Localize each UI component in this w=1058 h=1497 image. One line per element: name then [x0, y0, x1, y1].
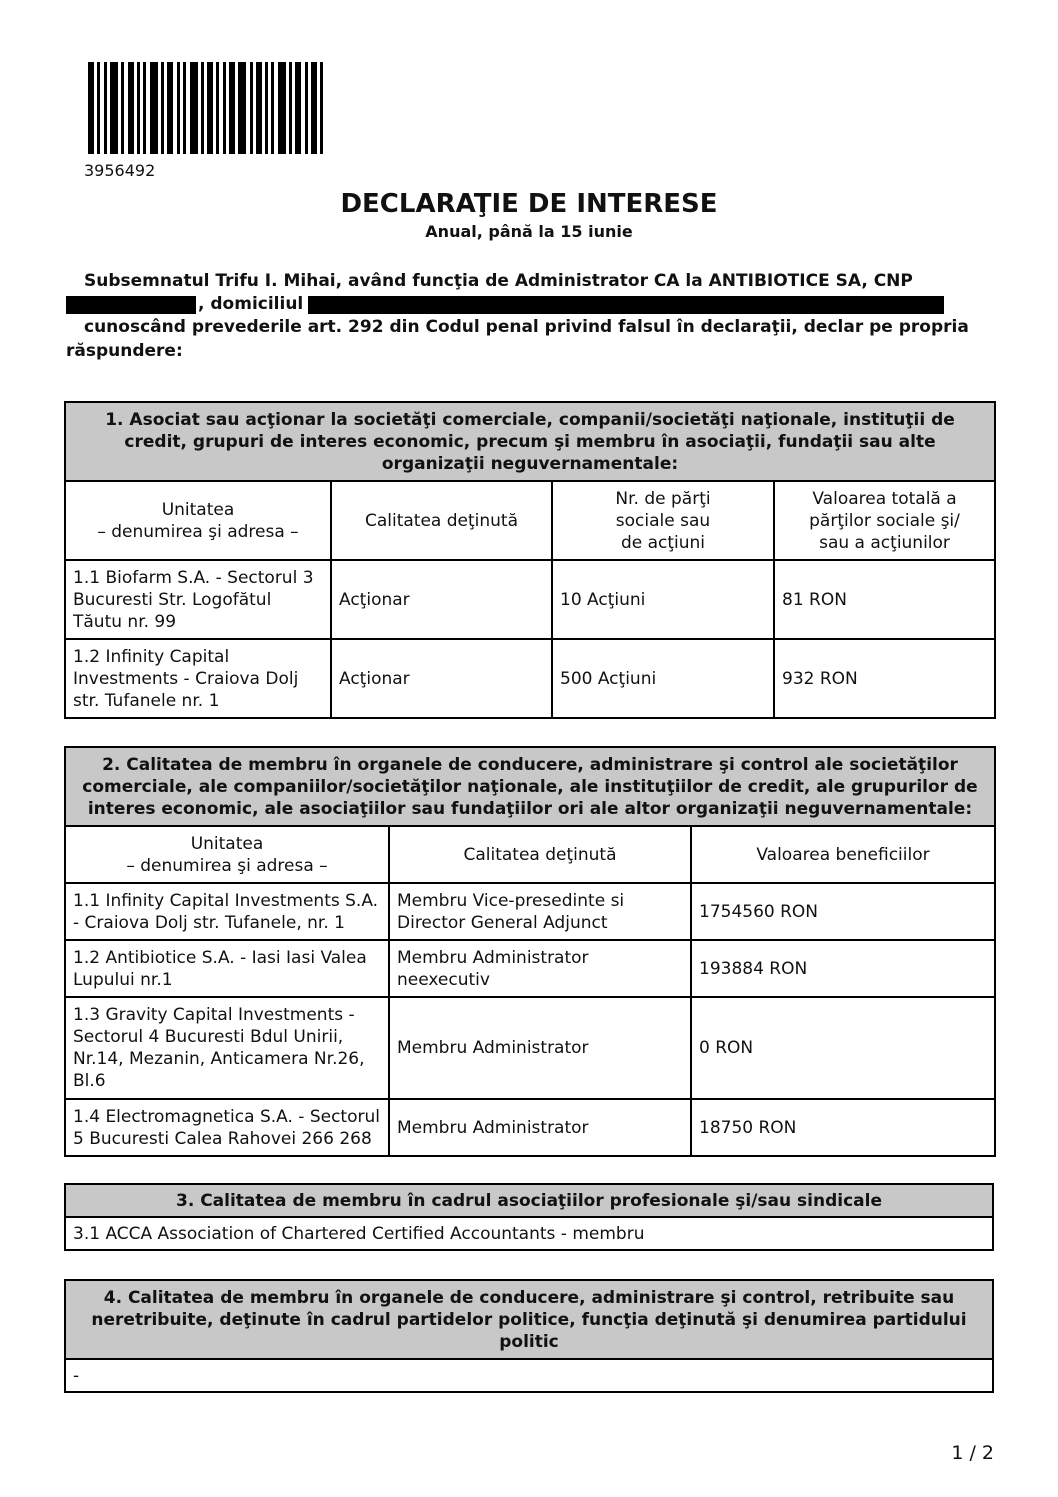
document-number: 3956492: [84, 161, 156, 180]
table-row: [65, 1099, 995, 1156]
section-4-table: [64, 1279, 994, 1393]
shares-cell: 10 Acţiuni: [552, 560, 774, 639]
column-header: Valoarea beneficiilor: [691, 826, 995, 883]
redacted-cnp: [66, 296, 196, 314]
section-2-title: 2. Calitatea de membru în organele de conducere, administrare şi control ale societăţilor comerciale, ale companiilor/societăţilor naţionale, ale instituţiilor de credit, ale grupurilor de interes economic, ale asociaţiilor sau fundaţiilor ori ale altor organizaţii neguvernamentale:: [65, 747, 995, 826]
role-cell: Membru Administrator: [389, 1099, 691, 1156]
barcode: [88, 62, 574, 154]
page-indicator: 1 / 2: [951, 1442, 994, 1464]
page-title: DECLARAŢIE DE INTERESE: [340, 189, 718, 219]
section-1-title: 1. Asociat sau acţionar la societăţi comerciale, companii/societăţi naţionale, instituţii de credit, grupuri de interes economic, precum şi membru în asociaţii, fundaţii sau alte organizaţii neguvernamentale:: [65, 402, 995, 481]
shares-cell: 500 Acţiuni: [552, 639, 774, 718]
role-cell: Membru Administrator: [389, 997, 691, 1099]
table-row: [65, 1359, 993, 1392]
section-1-header-row: [65, 481, 995, 560]
intro-line-3: cunoscând prevederile art. 292 din Codul penal privind falsul în declaraţii, declar pe propria: [84, 317, 969, 337]
intro-line-2: , domiciliul: [198, 294, 304, 314]
section-3-title: 3. Calitatea de membru în cadrul asociaţiilor profesionale şi/sau sindicale: [65, 1184, 993, 1217]
role-cell: Acţionar: [331, 560, 552, 639]
benefit-cell: 193884 RON: [691, 940, 995, 997]
unit-cell: 1.1 Infinity Capital Investments S.A. - Craiova Dolj str. Tufanele, nr. 1: [65, 883, 389, 940]
unit-cell: 1.1 Biofarm S.A. - Sectorul 3 Bucuresti Str. Logofătul Tăutu nr. 99: [65, 560, 331, 639]
section-1-table: [64, 401, 996, 719]
unit-cell: 1.3 Gravity Capital Investments - Sectorul 4 Bucuresti Bdul Unirii, Nr.14, Mezanin, Anticamera Nr.26, Bl.6: [65, 997, 389, 1099]
value-cell: 81 RON: [774, 560, 995, 639]
unit-cell: 1.2 Antibiotice S.A. - Iasi Iasi Valea Lupului nr.1: [65, 940, 389, 997]
benefit-cell: 18750 RON: [691, 1099, 995, 1156]
page-subtitle: Anual, până la 15 iunie: [425, 222, 633, 241]
role-cell: Acţionar: [331, 639, 552, 718]
column-header: Nr. de părţi sociale sau de acţiuni: [552, 481, 774, 560]
section-2-header-row: [65, 826, 995, 883]
redacted-address: [308, 296, 944, 314]
political-role-cell: -: [65, 1359, 993, 1392]
column-header: Unitatea – denumirea şi adresa –: [65, 826, 389, 883]
table-row: [65, 940, 995, 997]
benefit-cell: 0 RON: [691, 997, 995, 1099]
membership-cell: 3.1 ACCA Association of Chartered Certified Accountants - membru: [65, 1217, 993, 1250]
unit-cell: 1.4 Electromagnetica S.A. - Sectorul 5 Bucuresti Calea Rahovei 266 268: [65, 1099, 389, 1156]
unit-cell: 1.2 Infinity Capital Investments - Craiova Dolj str. Tufanele nr. 1: [65, 639, 331, 718]
role-cell: Membru Administrator neexecutiv: [389, 940, 691, 997]
table-row: [65, 1217, 993, 1250]
intro-line-4: răspundere:: [66, 341, 183, 361]
column-header: Calitatea deţinută: [389, 826, 691, 883]
table-row: [65, 639, 995, 718]
benefit-cell: 1754560 RON: [691, 883, 995, 940]
section-2-table: [64, 746, 996, 1157]
column-header: Calitatea deţinută: [331, 481, 552, 560]
section-3-table: [64, 1183, 994, 1251]
section-4-title: 4. Calitatea de membru în organele de conducere, administrare şi control, retribuite sau neretribuite, deţinute în cadrul partidelor politice, funcţia deţinută şi denumirea partidului politic: [65, 1280, 993, 1359]
role-cell: Membru Vice-presedinte si Director General Adjunct: [389, 883, 691, 940]
table-row: [65, 997, 995, 1099]
table-row: [65, 883, 995, 940]
intro-line-1: Subsemnatul Trifu I. Mihai, având funcţia de Administrator CA la ANTIBIOTICE SA, CNP: [84, 271, 913, 291]
column-header: Unitatea – denumirea şi adresa –: [65, 481, 331, 560]
value-cell: 932 RON: [774, 639, 995, 718]
table-row: [65, 560, 995, 639]
column-header: Valoarea totală a părţilor sociale şi/ sau a acţiunilor: [774, 481, 995, 560]
